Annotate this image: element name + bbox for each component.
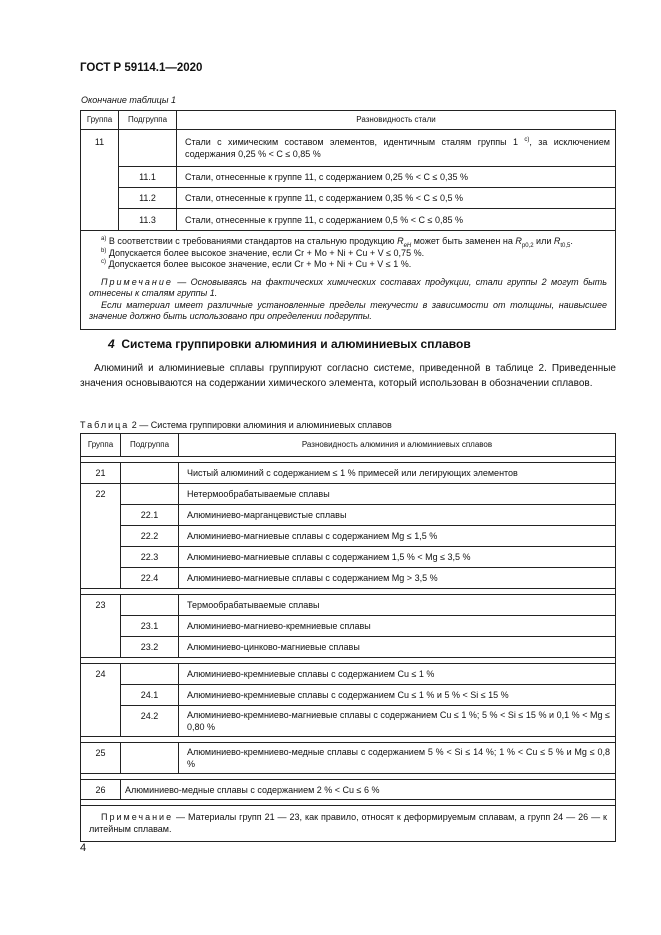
- standard-header: ГОСТ Р 59114.1—2020: [80, 62, 203, 74]
- section-heading: [108, 337, 471, 351]
- section-title: Система группировки алюминия и алюминиевых сплавов: [121, 337, 471, 351]
- table-row: [81, 505, 616, 526]
- rp-symbol: R: [515, 236, 522, 246]
- table1-caption: Окончание таблицы 1: [81, 95, 176, 105]
- group-cell: 25: [81, 743, 121, 774]
- variety-cell: Алюминиево-магниево-кремниевые сплавы: [179, 616, 616, 637]
- table2-caption-label: Таблица: [80, 420, 130, 430]
- group-cell: 21: [81, 463, 121, 484]
- subgroup-empty: [121, 484, 179, 505]
- footnote-a-mark: a): [101, 236, 107, 242]
- table-1: [80, 110, 616, 330]
- variety-cell: Алюминиево-кремниево-магниевые сплавы с содержанием Cu ≤ 1 %; 5 % < Si ≤ 15 % и 0,1 % < Mg ≤ 0,80 %: [179, 706, 616, 737]
- footnote-c: [89, 259, 607, 271]
- footnote-a-end: .: [570, 236, 573, 246]
- table-row: [81, 743, 616, 774]
- group-cell: 23: [81, 595, 121, 658]
- footnote-a-text2: может быть заменен на: [411, 236, 516, 246]
- table-row: [81, 664, 616, 685]
- table2-caption: [80, 420, 392, 430]
- table-2: [80, 433, 616, 842]
- table2-note-row: [81, 806, 616, 842]
- table2-header-group: Группа: [81, 434, 121, 457]
- footnote-a-text1: В соответствии с требованиями стандартов на стальную продукцию: [106, 236, 398, 246]
- table-row: [81, 780, 616, 800]
- subgroup-cell: 11.1: [119, 167, 177, 188]
- footnote-b-mark: b): [101, 247, 107, 254]
- footnote-c-text: Допускается более высокое значение, если Cr + Mo + Ni + Cu + V ≤ 1 %.: [106, 259, 412, 269]
- section-number: 4: [108, 337, 115, 351]
- group-desc-a: Стали с химическим составом элементов, идентичным сталям группы 1: [185, 137, 525, 147]
- variety-cell: Термообрабатываемые сплавы: [179, 595, 616, 616]
- subgroup-cell: 22.3: [121, 547, 179, 568]
- subgroup-cell: 22.4: [121, 568, 179, 589]
- variety-cell: Алюминиево-цинково-магниевые сплавы: [179, 637, 616, 658]
- table1-footnotes: [81, 231, 616, 330]
- subgroup-cell: 22.1: [121, 505, 179, 526]
- footnote-c-mark: c): [101, 259, 106, 265]
- table-row: [81, 463, 616, 484]
- variety-cell: Чистый алюминий с содержанием ≤ 1 % примесей или легирующих элементов: [179, 463, 616, 484]
- table2-note: [81, 806, 616, 842]
- rt-sub: t0,5: [560, 242, 571, 249]
- variety-cell: Алюминиево-медные сплавы с содержанием 2 % < Cu ≤ 6 %: [121, 780, 616, 800]
- footnote-ref-c: c): [524, 137, 530, 143]
- table1-header-group: Группа: [81, 111, 119, 130]
- subgroup-empty: [121, 463, 179, 484]
- footnote-b: [89, 248, 607, 260]
- variety-cell: Стали, отнесенные к группе 11, с содержанием 0,35 % < C ≤ 0,5 %: [177, 188, 616, 209]
- footnote-a: [89, 236, 607, 248]
- note-label: Примечание: [101, 276, 173, 287]
- table2-header-variety: Разновидность алюминия и алюминиевых сплавов: [179, 434, 616, 457]
- table1-header-row: [81, 111, 616, 130]
- group-cell: 22: [81, 484, 121, 589]
- table1-note: [89, 277, 607, 300]
- section-paragraph: Алюминий и алюминиевые сплавы группируют согласно системе, приведенной в таблице 2. Приведенные значения основываются на содержании химического элемента, который использован в обозначении сплавов.: [80, 363, 616, 389]
- variety-cell: Алюминиево-магниевые сплавы с содержанием 1,5 % < Mg ≤ 3,5 %: [179, 547, 616, 568]
- variety-cell: Алюминиево-магниевые сплавы с содержанием Mg ≤ 1,5 %: [179, 526, 616, 547]
- table-row: [81, 188, 616, 209]
- table-row: [81, 568, 616, 589]
- subgroup-empty: [121, 595, 179, 616]
- table-row: [81, 637, 616, 658]
- subgroup-cell: 24.1: [121, 685, 179, 706]
- rp-sub: p0,2: [521, 242, 534, 249]
- rt-symbol: R: [553, 236, 561, 246]
- table-row: [81, 595, 616, 616]
- variety-cell: Стали, отнесенные к группе 11, с содержанием 0,25 % < C ≤ 0,35 %: [177, 167, 616, 188]
- subgroup-cell: 22.2: [121, 526, 179, 547]
- subgroup-empty: [119, 130, 177, 167]
- table1-header-subgroup: Подгруппа: [119, 111, 177, 130]
- table-row: [81, 130, 616, 167]
- variety-cell: Алюминиево-кремниевые сплавы с содержанием Cu ≤ 1 %: [179, 664, 616, 685]
- table1-footnotes-row: [81, 231, 616, 330]
- table2-header-subgroup: Подгруппа: [121, 434, 179, 457]
- note-text1: — Основываясь на фактических химических составах продукции, стали группы 2 могут быть отнесены к сталям группы 1.: [89, 276, 607, 298]
- group-cell: 26: [81, 780, 121, 800]
- table1-note2: Если материал имеет различные установленные пределы текучести в зависимости от толщины, наивысшее значение должно быть использовано при определении подгруппы.: [89, 299, 607, 321]
- subgroup-cell: 23.2: [121, 637, 179, 658]
- table1-header-variety: Разновидность стали: [177, 111, 616, 130]
- group-desc: [177, 130, 616, 167]
- reh-sub: eH: [403, 242, 412, 249]
- table-row: [81, 167, 616, 188]
- table-row: [81, 526, 616, 547]
- subgroup-cell: 23.1: [121, 616, 179, 637]
- table2-header-row: [81, 434, 616, 457]
- subgroup-cell: 24.2: [121, 706, 179, 737]
- variety-cell: Алюминиево-кремниево-медные сплавы с содержанием 5 % < Si ≤ 14 %; 1 % < Cu ≤ 5 % и Mg ≤ 0,8 %: [179, 743, 616, 774]
- variety-cell: Стали, отнесенные к группе 11, с содержанием 0,5 % < C ≤ 0,85 %: [177, 209, 616, 231]
- subgroup-empty: [121, 743, 179, 774]
- table-row: [81, 706, 616, 737]
- subgroup-cell: 11.3: [119, 209, 177, 231]
- footnote-b-text: Допускается более высокое значение, если Cr + Mo + Ni + Cu + V ≤ 0,75 %.: [106, 247, 425, 258]
- reh-symbol: R: [397, 236, 404, 246]
- table-row: [81, 484, 616, 505]
- group-desc-b: , за исключением содержания 0,25 % < C ≤ 0,85 %: [185, 137, 610, 159]
- variety-cell: Алюминиево-марганцевистые сплавы: [179, 505, 616, 526]
- table-row: [81, 685, 616, 706]
- group-cell: 24: [81, 664, 121, 737]
- variety-cell: Алюминиево-магниевые сплавы с содержанием Mg > 3,5 %: [179, 568, 616, 589]
- subgroup-cell: 11.2: [119, 188, 177, 209]
- table-row: [81, 209, 616, 231]
- note-text: — Материалы групп 21 — 23, как правило, относят к деформируемым сплавам, а групп 24 — 26 — к литейным сплавам.: [89, 812, 607, 834]
- note-label: Примечание: [101, 812, 174, 822]
- variety-cell: Алюминиево-кремниевые сплавы с содержанием Cu ≤ 1 % и 5 % < Si ≤ 15 %: [179, 685, 616, 706]
- table-row: [81, 616, 616, 637]
- subgroup-empty: [121, 664, 179, 685]
- table2-caption-text: 2 — Система группировки алюминия и алюминиевых сплавов: [129, 420, 392, 430]
- footnote-a-text3: или: [533, 236, 554, 246]
- variety-cell: Нетермообрабатываемые сплавы: [179, 484, 616, 505]
- group-cell: 11: [81, 130, 119, 231]
- page-number: 4: [80, 842, 87, 854]
- table-row: [81, 547, 616, 568]
